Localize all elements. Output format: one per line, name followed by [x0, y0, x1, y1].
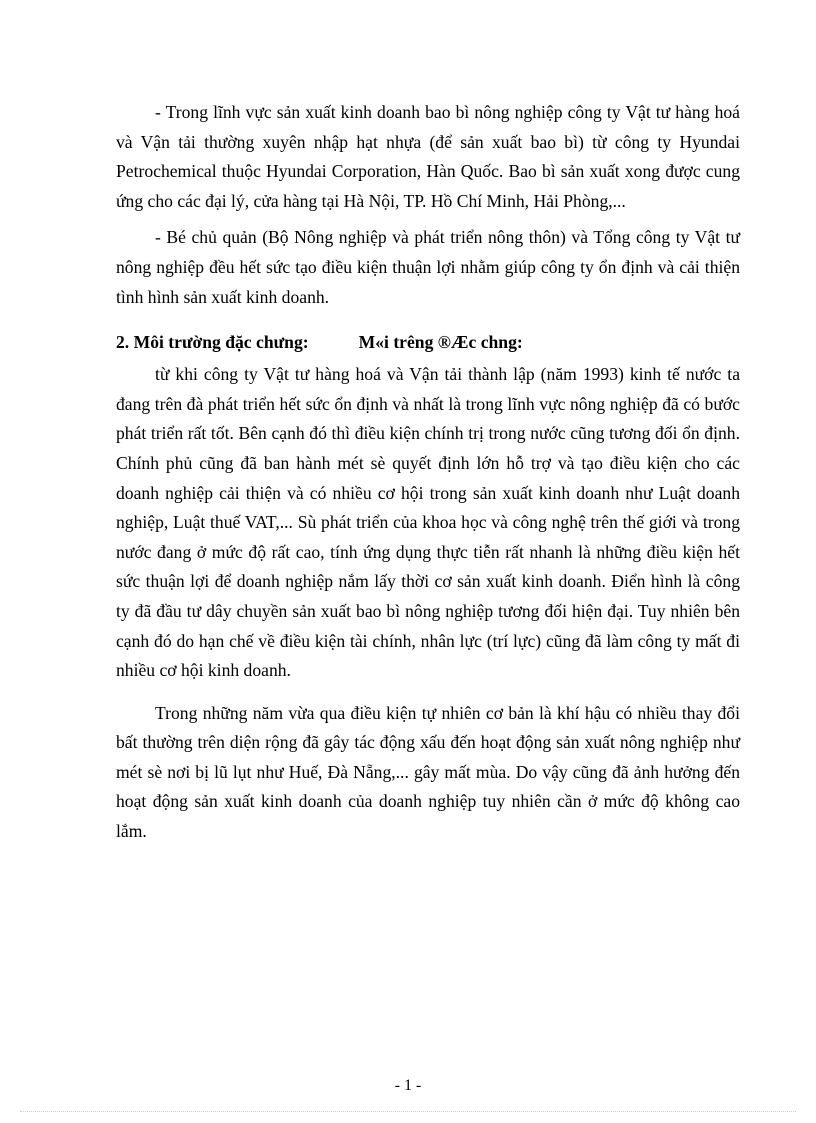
page-number: - 1 - [394, 1077, 422, 1094]
document-body [116, 98, 740, 847]
page-bottom-border [20, 1111, 796, 1112]
paragraph-imports: - Trong lĩnh vực sản xuất kinh doanh bao bì nông nghiệp công ty Vật tư hàng hoá và Vận tải thường xuyên nhập hạt nhựa (để sản xuất bao bì) từ công ty Hyundai Petrochemical thuộc Hyundai Corporation, Hàn Quốc. Bao bì sản xuất xong được cung ứng cho các đại lý, cửa hàng tại Hà Nội, TP. Hồ Chí Minh, Hải Phòng,... [116, 102, 740, 211]
paragraph-ministry-support: - Bé chủ quản (Bộ Nông nghiệp và phát triển nông thôn) và Tổng công ty Vật tư nông nghiệp đều hết sức tạo điều kiện thuận lợi nhằm giúp công ty ổn định và cải thiện tình hình sản xuất kinh doanh. [116, 227, 740, 307]
section-heading [116, 328, 740, 356]
paragraph-natural-conditions: Trong những năm vừa qua điều kiện tự nhiên cơ bản là khí hậu có nhiều thay đổi bất thường trên diện rộng đã gây tác động xấu đến hoạt động sản xuất nông nghiệp như mét sè nơi bị lũ lụt như Huế, Đà Nẵng,... gây mất mùa. Do vậy cũng đã ảnh hưởng đến hoạt động sản xuất kinh doanh của doanh nghiệp tuy nhiên cần ở mức độ không cao lắm. [116, 702, 740, 842]
section-heading-main: 2. Môi trường đặc chưng: [116, 332, 309, 353]
paragraph-economic-environment: từ khi công ty Vật tư hàng hoá và Vận tải thành lập (năm 1993) kinh tế nước ta đang trên đà phát triển hết sức ổn định và nhất là trong lĩnh vực nông nghiệp đã có bước phát triển rất tốt. Bên cạnh đó thì điều kiện chính trị trong nước cũng tương đối ổn định. Chính phủ cũng đã ban hành mét sè quyết định lớn hỗ trợ và tạo điều kiện cho các doanh nghiệp cải thiện và có nhiều cơ hội trong sản xuất kinh doanh như Luật doanh nghiệp, Luật thuế VAT,... Sù phát triển của khoa học và công nghệ trên thế giới và trong nước đang ở mức độ rất cao, tính ứng dụng thực tiễn rất nhanh là những điều kiện hết sức thuận lợi để doanh nghiệp nắm lấy thời cơ sản xuất kinh doanh. Điển hình là công ty đã đầu tư dây chuyền sản xuất bao bì nông nghiệp tương đối hiện đại. Tuy nhiên bên cạnh đó do hạn chế về điều kiện tài chính, nhân lực (trí lực) cũng đã làm công ty mất đi nhiều cơ hội kinh doanh. [116, 364, 740, 681]
section-heading-alt: M«i trêng ®Æc chng: [358, 332, 523, 353]
